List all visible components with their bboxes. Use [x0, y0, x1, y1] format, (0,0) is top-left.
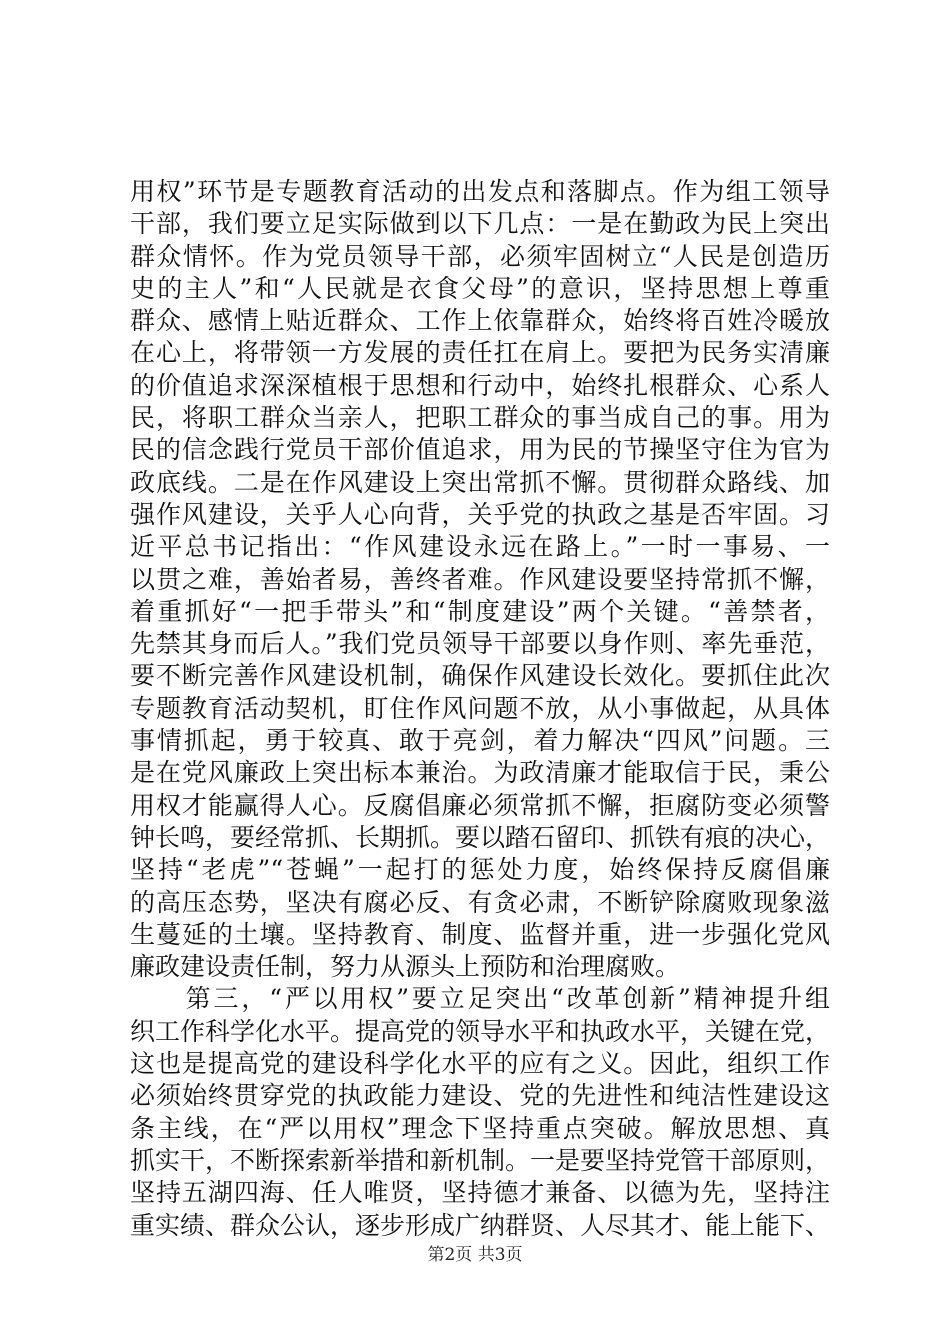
text-line: 第三，“严以用权”要立足突出“改革创新”精神提升组	[130, 984, 830, 1014]
text-line: 专题教育活动契机，盯住作风问题不放，从小事做起，从具体	[130, 693, 830, 723]
text-line: 廉政建设责任制，努力从源头上预防和治理腐败。	[130, 952, 681, 982]
document-body	[130, 176, 830, 1242]
text-line: 织工作科学化水平。提高党的领导水平和执政水平，关键在党，	[130, 1016, 830, 1046]
text-line: 在心上，将带领一方发展的责任扛在肩上。要把为民务实清廉	[130, 338, 830, 368]
text-line: 是在党风廉政上突出标本兼治。为政清廉才能取信于民，秉公	[130, 758, 830, 788]
text-line: 先禁其身而后人。”我们党员领导干部要以身作则、率先垂范，	[130, 629, 830, 659]
text-line: 生蔓延的土壤。坚持教育、制度、监督并重，进一步强化党风	[130, 919, 830, 949]
text-line: 群众情怀。作为党员领导干部，必须牢固树立“人民是创造历	[130, 241, 830, 271]
text-line: 这也是提高党的建设科学化水平的应有之义。因此，组织工作	[130, 1049, 830, 1079]
text-line: 的高压态势，坚决有腐必反、有贪必肃，不断铲除腐败现象滋	[130, 887, 830, 917]
text-line: 用权”环节是专题教育活动的出发点和落脚点。作为组工领导	[130, 177, 830, 206]
text-line: 要不断完善作风建设机制，确保作风建设长效化。要抓住此次	[130, 661, 830, 691]
text-line: 抓实干，不断探索新举措和新机制。一是要坚持党管干部原则，	[130, 1145, 830, 1175]
text-line: 着重抓好“一把手带头”和“制度建设”两个关键。“善禁者，	[130, 596, 830, 626]
text-line: 坚持五湖四海、任人唯贤，坚持德才兼备、以德为先，坚持注	[130, 1178, 830, 1208]
text-line: 强作风建设，关乎人心向背，关乎党的执政之基是否牢固。习	[130, 499, 830, 529]
text-line: 钟长鸣，要经常抓、长期抓。要以踏石留印、抓铁有痕的决心，	[130, 822, 830, 852]
text-line: 民，将职工群众当亲人，把职工群众的事当成自己的事。用为	[130, 403, 830, 433]
text-line: 用权才能赢得人心。反腐倡廉必须常抓不懈，拒腐防变必须警	[130, 790, 830, 820]
text-line: 近平总书记指出：“作风建设永远在路上。”一时一事易、一	[130, 532, 830, 562]
text-line: 群众、感情上贴近群众、工作上依靠群众，始终将百姓冷暖放	[130, 306, 830, 336]
page-footer: 第2页 共3页	[427, 1245, 523, 1265]
text-line: 事情抓起，勇于较真、敢于亮剑，着力解决“四风”问题。三	[130, 726, 830, 756]
text-line: 重实绩、群众公认，逐步形成广纳群贤、人尽其才、能上能下、	[130, 1210, 830, 1240]
text-line: 坚持“老虎”“苍蝇”一起打的惩处力度，始终保持反腐倡廉	[130, 855, 830, 885]
text-line: 干部，我们要立足实际做到以下几点：一是在勤政为民上突出	[130, 209, 830, 239]
text-line: 必须始终贯穿党的执政能力建设、党的先进性和纯洁性建设这	[130, 1081, 830, 1111]
text-line: 政底线。二是在作风建设上突出常抓不懈。贯彻群众路线、加	[130, 467, 830, 497]
text-line: 条主线，在“严以用权”理念下坚持重点突破。解放思想、真	[130, 1113, 830, 1143]
text-line: 民的信念践行党员干部价值追求，用为民的节操坚守住为官为	[130, 435, 830, 465]
text-line: 的价值追求深深植根于思想和行动中，始终扎根群众、心系人	[130, 370, 830, 400]
text-line: 以贯之难，善始者易，善终者难。作风建设要坚持常抓不懈，	[130, 564, 830, 594]
text-line: 史的主人”和“人民就是衣食父母”的意识，坚持思想上尊重	[130, 273, 830, 303]
